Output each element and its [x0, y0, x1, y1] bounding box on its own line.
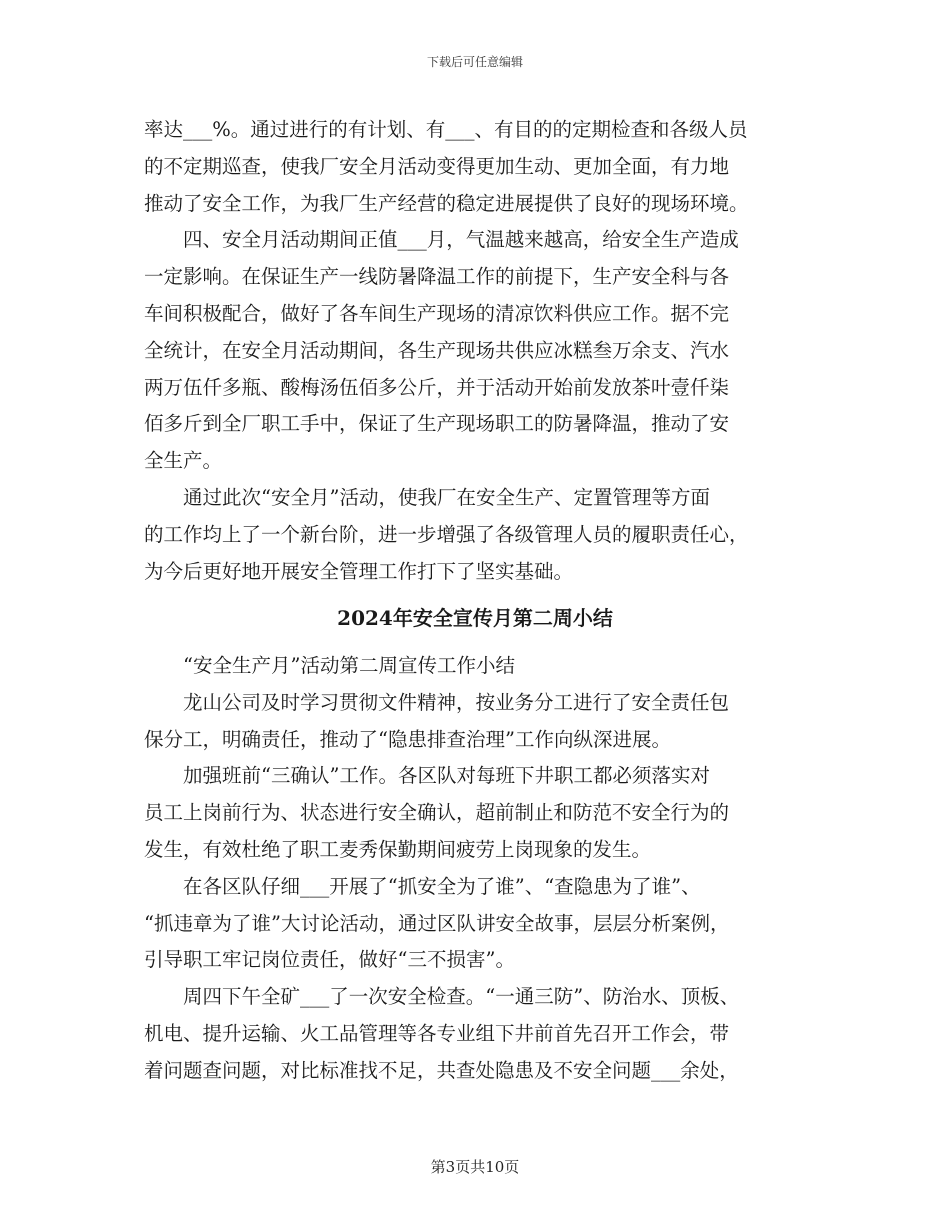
text-line: 两万伍仟多瓶、酸梅汤伍佰多公斤，并于活动开始前发放茶叶壹仟柒 — [144, 375, 730, 399]
text-line: 四、安全月活动期间正值___月，气温越来越高，给安全生产造成 — [144, 228, 739, 252]
section-2-title: 2024年安全宣传月第二周小结 — [337, 606, 613, 630]
text-line: 的工作均上了一个新台阶，进一步增强了各级管理人员的履职责任心， — [144, 522, 749, 546]
text-line: 发生，有效杜绝了职工麦秀保勤期间疲劳上岗现象的发生。 — [144, 837, 652, 861]
text-line: 机电、提升运输、火工品管理等各专业组下井前首先召开工作会，带 — [144, 1021, 730, 1045]
text-line: 佰多斤到全厂职工手中，保证了生产现场职工的防暑降温，推动了安 — [144, 412, 730, 436]
text-line: 的不定期巡查，使我厂安全月活动变得更加生动、更加全面，有力地 — [144, 154, 730, 178]
text-line: 龙山公司及时学习贯彻文件精神，按业务分工进行了安全责任包 — [144, 690, 730, 714]
text-line: 率达___%。通过进行的有计划、有___、有目的的定期检查和各级人员 — [144, 118, 748, 141]
text-line: “抓违章为了谁”大讨论活动，通过区队讲安全故事，层层分析案例， — [144, 911, 730, 935]
text-line: 通过此次“安全月”活动，使我厂在安全生产、定置管理等方面 — [144, 485, 710, 509]
text-line: 车间积极配合，做好了各车间生产现场的清凉饮料供应工作。据不完 — [144, 301, 730, 325]
text-line: 保分工，明确责任，推动了“隐患排查治理”工作向纵深进展。 — [144, 727, 671, 751]
text-line: 全统计，在安全月活动期间，各生产现场共供应冰糕叁万余支、汽水 — [144, 338, 730, 362]
section-1-body — [144, 112, 816, 590]
page-number: 第3页共10页 — [430, 1158, 520, 1176]
text-line: 引导职工牢记岗位责任，做好“三不损害”。 — [144, 948, 515, 972]
text-line: 周四下午全矿___了一次安全检查。“一通三防”、防治水、顶板、 — [144, 985, 740, 1009]
text-line: 加强班前“三确认”工作。各区队对每班下井职工都必须落实对 — [144, 764, 710, 788]
text-line: 员工上岗前行为、状态进行安全确认，超前制止和防范不安全行为的 — [144, 801, 730, 825]
text-line: 着问题查问题，对比标准找不足，共查处隐患及不安全问题___余处， — [144, 1058, 739, 1082]
text-line: “安全生产月”活动第二周宣传工作小结 — [144, 654, 515, 677]
text-line: 一定影响。在保证生产一线防暑降温工作的前提下，生产安全科与各 — [144, 265, 730, 289]
header-note: 下载后可任意编辑 — [426, 55, 523, 69]
text-line: 在各区队仔细___开展了“抓安全为了谁”、“查隐患为了谁”、 — [144, 874, 701, 898]
text-line: 全生产。 — [144, 449, 223, 473]
text-line: 推动了安全工作，为我厂生产经营的稳定进展提供了良好的现场环境。 — [144, 191, 749, 215]
section-2-body — [144, 648, 824, 1090]
text-line: 为今后更好地开展安全管理工作打下了坚实基础。 — [144, 559, 574, 583]
